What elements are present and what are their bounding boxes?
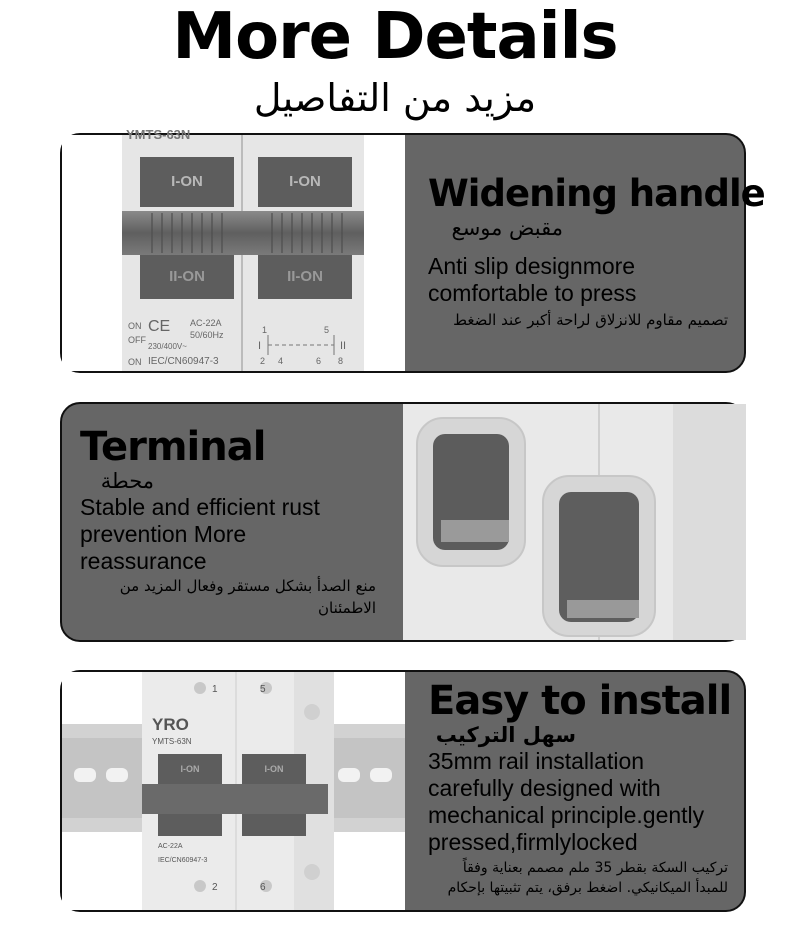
- svg-text:OFF: OFF: [128, 335, 146, 345]
- svg-text:I: I: [258, 340, 262, 352]
- position-label-left: I-ON: [171, 173, 203, 190]
- card-title-arabic: محطة: [100, 469, 154, 493]
- card-title-arabic: مقبض موسع: [451, 216, 563, 240]
- card-text: [80, 404, 390, 640]
- svg-text:1: 1: [212, 684, 218, 695]
- svg-text:II: II: [340, 340, 347, 352]
- svg-text:IEC/CN60947-3: IEC/CN60947-3: [158, 857, 208, 864]
- card-description-arabic: تركيب السكة بقطر 35 ملم مصمم بعناية وفقاً للمبدأ الميكانيكي. اضغط برفق، يتم تثبيتها بإحكام: [447, 860, 728, 896]
- card-title-arabic: سهل التركيب: [435, 723, 576, 747]
- svg-text:50/60Hz: 50/60Hz: [190, 330, 224, 340]
- terminal-illustration: [403, 404, 746, 640]
- breaker-front-illustration: [62, 127, 405, 371]
- breaker-front-photo: [62, 127, 405, 371]
- card-title: Easy to install: [428, 678, 732, 724]
- svg-text:5: 5: [324, 325, 330, 335]
- svg-text:2: 2: [212, 882, 218, 893]
- card-terminal: [60, 402, 746, 642]
- card-description: Anti slip designmore comfortable to press: [428, 253, 637, 306]
- page-title: More Details: [172, 0, 618, 74]
- widened-handle: [122, 211, 364, 255]
- position-label-right: I-ON: [289, 173, 321, 190]
- svg-text:6: 6: [316, 356, 322, 366]
- svg-text:2: 2: [260, 356, 266, 366]
- ce-mark: CE: [148, 318, 171, 335]
- rail-install-photo: [62, 672, 405, 910]
- handle: [142, 784, 328, 814]
- model-label: YMTS-63N: [126, 127, 191, 142]
- svg-text:ON: ON: [128, 357, 142, 367]
- page-subtitle-arabic: مزيد من التفاصيل: [253, 76, 537, 120]
- svg-text:4: 4: [278, 356, 284, 366]
- card-description-arabic: منع الصدأ بشكل مستقر وفعال المزيد من الاطمئنان: [119, 577, 376, 617]
- card-description-arabic: تصميم مقاوم للانزلاق لراحة أكبر عند الضغط: [453, 311, 728, 329]
- card-easy-install: [60, 670, 746, 912]
- svg-text:230/400V~: 230/400V~: [148, 342, 187, 351]
- card-description: Stable and efficient rust prevention More reassurance: [80, 494, 320, 574]
- brand-logo: YRO: [152, 715, 189, 734]
- svg-text:8: 8: [338, 356, 344, 366]
- svg-text:I-ON: I-ON: [180, 764, 200, 774]
- svg-text:5: 5: [260, 684, 266, 695]
- page-heading: [0, 0, 790, 118]
- svg-text:IEC/CN60947-3: IEC/CN60947-3: [148, 356, 219, 367]
- position-label-left-2: II-ON: [169, 268, 205, 285]
- card-description: 35mm rail installation carefully designed with mechanical principle.gently pressed,firmlylocked: [428, 748, 705, 855]
- svg-text:ON: ON: [128, 321, 142, 331]
- svg-text:I-ON: I-ON: [264, 764, 284, 774]
- card-title: Terminal: [80, 424, 266, 470]
- svg-text:AC-22A: AC-22A: [190, 318, 222, 328]
- card-title: Widening handle: [428, 172, 765, 215]
- svg-text:1: 1: [262, 325, 268, 335]
- svg-text:6: 6: [260, 882, 266, 893]
- svg-text:AC-22A: AC-22A: [158, 843, 183, 850]
- rail-install-illustration: [62, 672, 405, 910]
- position-label-right-2: II-ON: [287, 268, 323, 285]
- card-text: [428, 135, 765, 371]
- card-text: [428, 672, 746, 910]
- terminal-closeup-photo: [403, 404, 746, 640]
- card-widening-handle: [60, 127, 765, 373]
- svg-text:YMTS-63N: YMTS-63N: [152, 737, 192, 746]
